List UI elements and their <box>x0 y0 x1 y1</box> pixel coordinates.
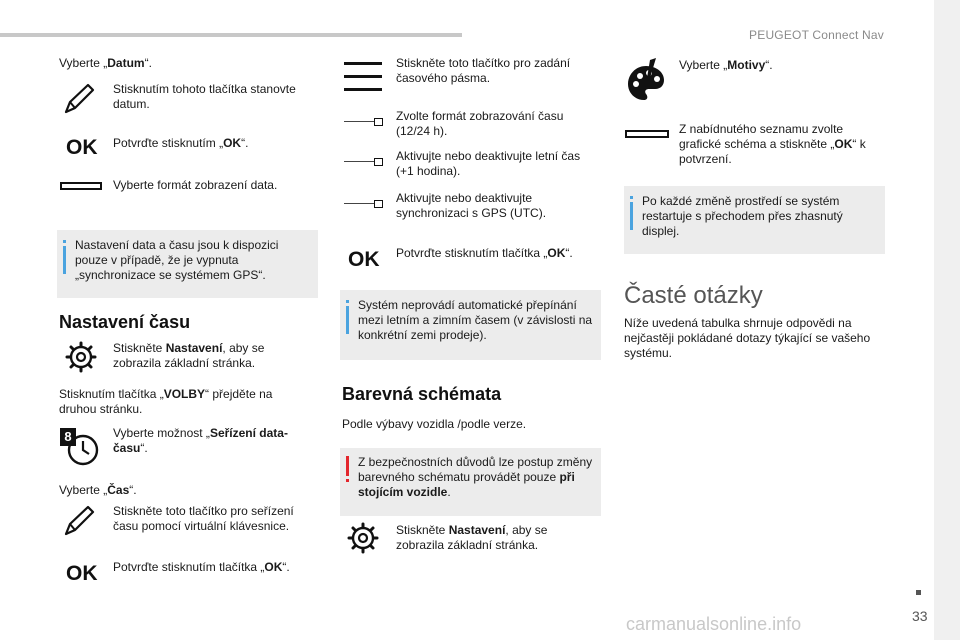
gear-icon <box>64 340 98 374</box>
warning-note <box>340 448 601 516</box>
info-note-text: Po každé změně prostředí se systém restartuje s přechodem přes zhasnutý displej. <box>642 194 843 238</box>
top-rule <box>0 33 462 37</box>
ok-button-icon: OK <box>66 562 98 585</box>
confirm-text: Potvrďte stisknutím „OK“. <box>113 136 249 150</box>
info-icon <box>630 196 633 199</box>
dst-text: Aktivujte nebo deaktivujte letní čas (+1 hodina). <box>396 149 581 178</box>
gear-text: Stiskněte Nastavení, aby se zobrazila základní stránka. <box>396 523 548 552</box>
palette-icon <box>626 58 666 102</box>
ok-button-icon: OK <box>66 136 98 159</box>
info-icon <box>63 240 66 243</box>
page-number: 33 <box>912 608 928 624</box>
warning-note-text: Z bezpečnostních důvodů lze postup změny barevného schématu provádět pouze při stojícím vozidle. <box>358 455 593 499</box>
scheme-text: Z nabídnutého seznamu zvolte grafické schéma a stiskněte „OK“ k potvrzení. <box>679 122 866 166</box>
ok-button-icon: OK <box>348 248 380 271</box>
section-heading-faq: Časté otázky <box>624 282 763 309</box>
faq-text: Níže uvedená tabulka shrnuje odpovědi na nejčastěji pokládané dotazy týkající se vašeho systému. <box>624 316 871 360</box>
option-toggle-icon <box>374 118 383 126</box>
clock-text: Vyberte možnost „Seřízení data-času“. <box>113 426 288 455</box>
time-format-text: Zvolte formát zobrazování času (12/24 h). <box>396 109 564 138</box>
info-icon <box>346 300 349 303</box>
gps-text: Aktivujte nebo deaktivujte synchronizaci s GPS (UTC). <box>396 191 547 220</box>
select-bar-icon <box>625 130 669 138</box>
section-heading-time: Nastavení času <box>59 312 191 332</box>
volby-text: Stisknutím tlačítka „VOLBY“ přejděte na druhou stránku. <box>59 387 273 416</box>
pencil2-text: Stiskněte toto tlačítko pro seřízení času pomocí virtuální klávesnice. <box>113 504 294 533</box>
gear-icon <box>346 521 380 555</box>
intro-text: Podle výbavy vozidla /podle verze. <box>342 417 527 431</box>
option-toggle-icon <box>374 200 383 208</box>
info-note <box>340 290 601 360</box>
info-note <box>624 186 885 254</box>
confirm-text: Potvrďte stisknutím tlačítka „OK“. <box>396 246 573 260</box>
timezone-text: Stiskněte toto tlačítko pro zadání časového pásma. <box>396 56 571 85</box>
header-title: PEUGEOT Connect Nav <box>749 28 884 42</box>
number-badge: 8 <box>60 428 76 446</box>
select-date-text: Vyberte „Datum“. <box>59 56 152 70</box>
menu-icon <box>344 62 382 92</box>
section-heading-colors: Barevná schémata <box>342 384 502 404</box>
info-note-text: Systém neprovádí automatické přepínání mezi letním a zimním časem (v závislosti na konkrétní zemi prodeje). <box>358 298 593 342</box>
gear-text: Stiskněte Nastavení, aby se zobrazila základní stránka. <box>113 341 265 370</box>
select-time-text: Vyberte „Čas“. <box>59 483 137 497</box>
info-note-text: Nastavení data a času jsou k dispozici pouze v případě, že je vypnuta „synchronizace se systémem GPS“. <box>75 238 279 282</box>
watermark: carmanualsonline.info <box>626 614 802 634</box>
right-margin-bar <box>934 0 960 640</box>
option-toggle-icon <box>374 158 383 166</box>
confirm2-text: Potvrďte stisknutím tlačítka „OK“. <box>113 560 290 574</box>
motivy-text: Vyberte „Motivy“. <box>679 58 773 72</box>
select-bar-icon <box>60 182 102 190</box>
pencil-text: Stisknutím tohoto tlačítka stanovte datum. <box>113 82 296 111</box>
info-note <box>57 230 318 298</box>
date-format-text: Vyberte formát zobrazení data. <box>113 178 278 192</box>
pencil-icon <box>62 82 96 116</box>
warning-icon <box>346 456 349 476</box>
page-marker <box>916 590 921 595</box>
pencil-icon <box>62 504 96 538</box>
